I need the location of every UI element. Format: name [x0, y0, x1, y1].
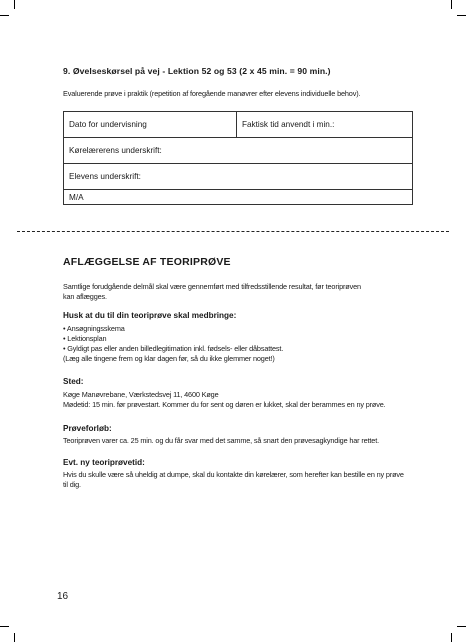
- time-used-field[interactable]: Faktisk tid anvendt i min.:: [237, 112, 413, 138]
- ma-field[interactable]: M/A: [64, 190, 413, 205]
- crop-mark-top-right-vertical: [451, 0, 452, 9]
- section-intro-line: kan aflægges.: [63, 292, 107, 301]
- list-item: • Lektionsplan: [63, 334, 107, 343]
- crop-mark-bottom-left: [0, 626, 9, 627]
- bring-heading: Husk at du til din teoriprøve skal medbringe:: [63, 311, 237, 320]
- crop-mark-bottom-left-vertical: [14, 633, 15, 642]
- retake-text-line: til dig.: [63, 480, 81, 489]
- crop-mark-top-right: [457, 15, 466, 16]
- retake-text-line: Hvis du skulle være så uheldig at dumpe, skal du kontakte din kørelærer, som herefter kan bestille en ny prøve: [63, 470, 404, 479]
- cut-line-divider: [17, 231, 449, 232]
- crop-mark-bottom-right: [457, 626, 466, 627]
- lesson-title: 9. Øvelseskørsel på vej - Lektion 52 og 53 (2 x 45 min. = 90 min.): [63, 66, 331, 76]
- list-item: • Gyldigt pas eller anden billedlegitimation inkl. fødsels- eller dåbsattest.: [63, 344, 284, 353]
- procedure-heading: Prøveforløb:: [63, 424, 112, 433]
- section-intro-line: Samtlige forudgående delmål skal være gennemført med tilfredsstillende resultat, før teoriprøven: [63, 282, 361, 291]
- location-details: [63, 390, 386, 410]
- lesson-description: Evaluerende prøve i praktik (repetition af foregående manøvrer efter elevens individuelle behov).: [63, 89, 361, 98]
- date-field[interactable]: Dato for undervisning: [64, 112, 237, 138]
- page-number: 16: [57, 591, 69, 602]
- section-title: AFLÆGGELSE AF TEORIPRØVE: [63, 256, 231, 268]
- bring-note: (Læg alle tingene frem og klar dagen før, så du ikke glemmer noget!): [63, 354, 275, 363]
- retake-heading: Evt. ny teoriprøvetid:: [63, 458, 145, 467]
- retake-text: [63, 470, 404, 490]
- crop-mark-top-left-vertical: [14, 0, 15, 9]
- bring-list: [63, 324, 283, 364]
- signoff-form: [63, 111, 413, 205]
- crop-mark-bottom-right-vertical: [451, 633, 452, 642]
- instructor-signature-field[interactable]: Kørelærerens underskrift:: [64, 138, 413, 164]
- location-address: Køge Manøvrebane, Værkstedsvej 11, 4600 Køge: [63, 390, 219, 399]
- list-item: • Ansøgningsskema: [63, 324, 125, 333]
- crop-mark-top-left: [0, 15, 9, 16]
- location-heading: Sted:: [63, 377, 84, 386]
- location-meeting-time: Mødetid: 15 min. før prøvestart. Kommer du for sent og døren er lukket, skal der berammes en ny prøve.: [63, 400, 386, 409]
- procedure-text: Teoriprøven varer ca. 25 min. og du får svar med det samme, så snart den prøvesagkyndige har rettet.: [63, 436, 379, 445]
- section-intro: [63, 282, 361, 302]
- student-signature-field[interactable]: Elevens underskrift:: [64, 164, 413, 190]
